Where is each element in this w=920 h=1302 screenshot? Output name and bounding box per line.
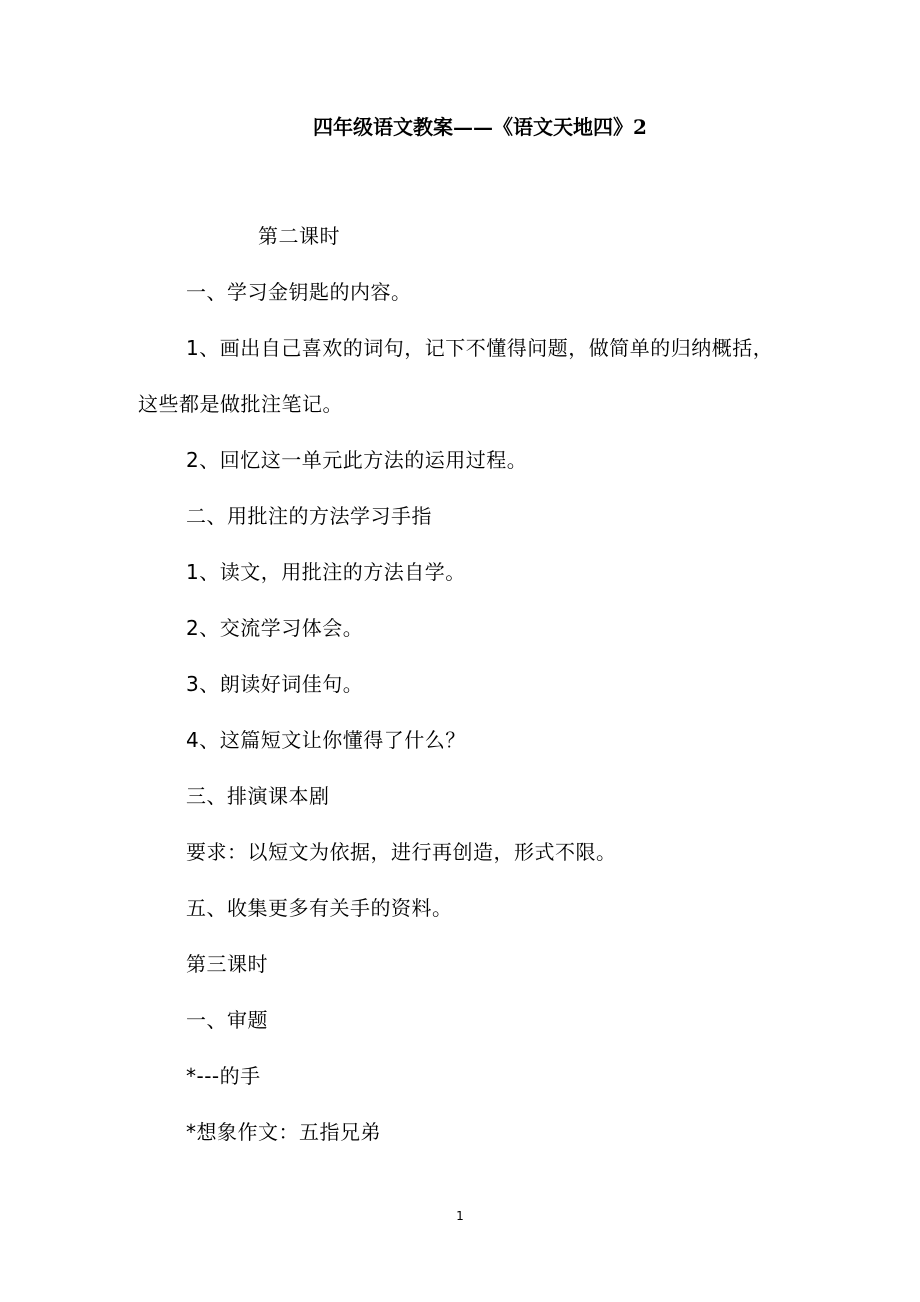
- text-line: 第三课时: [186, 952, 268, 976]
- text-line: 二、用批注的方法学习手指: [186, 504, 432, 528]
- text-line: 一、学习金钥匙的内容。: [186, 280, 412, 304]
- text-line: 五、收集更多有关手的资料。: [186, 896, 453, 920]
- text-line: 第二课时: [258, 224, 340, 248]
- text-line: 要求：以短文为依据，进行再创造，形式不限。: [186, 840, 617, 864]
- text-line: 1、画出自己喜欢的词句，记下不懂得问题，做简单的归纳概括，: [186, 336, 774, 360]
- text-line: 2、交流学习体会。: [186, 616, 364, 640]
- text-line: 一、审题: [186, 1008, 268, 1032]
- text-line: 2、回忆这一单元此方法的运用过程。: [186, 448, 528, 472]
- text-line: 1、读文，用批注的方法自学。: [186, 560, 466, 584]
- text-line: 3、朗读好词佳句。: [186, 672, 364, 696]
- text-line: *---的手: [186, 1064, 261, 1088]
- text-line: *想象作文：五指兄弟: [186, 1120, 381, 1144]
- text-line: 这些都是做批注笔记。: [138, 392, 343, 416]
- page-number: 1: [456, 1209, 464, 1223]
- document-title: 四年级语文教案——《语文天地四》2: [313, 115, 647, 139]
- text-line: 三、排演课本剧: [186, 784, 330, 808]
- text-line: 4、这篇短文让你懂得了什么？: [186, 728, 466, 752]
